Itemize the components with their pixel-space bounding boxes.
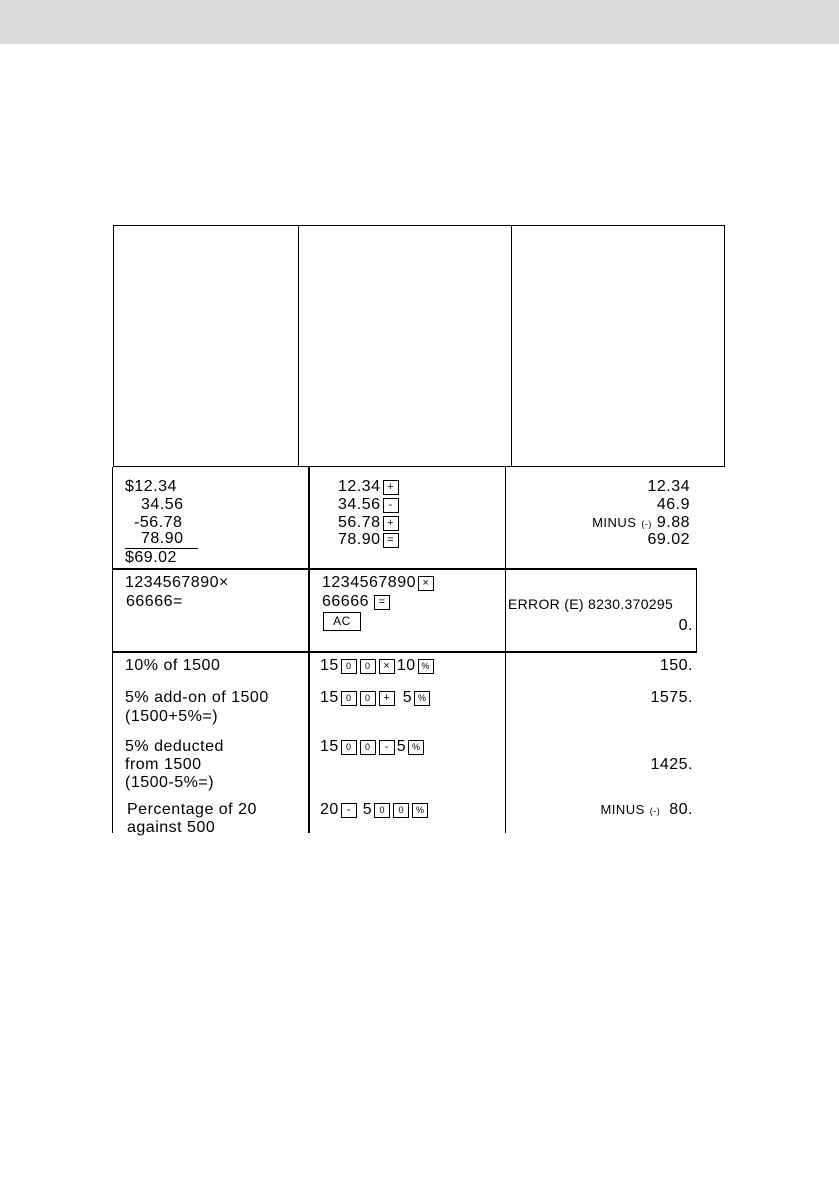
top-bar [0, 0, 839, 44]
minus-indicator: MINUS [592, 515, 637, 530]
minus-sign: (-) [641, 519, 652, 529]
equals-key[interactable]: = [383, 533, 399, 548]
entry-number: 5 [362, 801, 373, 818]
entry-number: 78.90 [338, 531, 381, 548]
example-line: against 500 [127, 819, 216, 836]
minus-key[interactable]: - [383, 498, 399, 513]
display-value: 0. [678, 617, 693, 634]
zero-key[interactable]: 0 [341, 740, 357, 755]
example-line: -56.78 [134, 514, 183, 531]
row-separator-2 [112, 651, 697, 653]
display-value: 9.88 [656, 514, 690, 531]
display-value: 1575. [650, 689, 693, 706]
entry-number: 15 [320, 738, 339, 755]
display-value: 12.34 [647, 478, 690, 495]
example-line: $12.34 [125, 478, 177, 495]
minus-sign: (-) [649, 806, 661, 816]
plus-key[interactable]: + [383, 480, 399, 495]
header-cell-display [511, 226, 724, 466]
key-sequence [338, 514, 400, 532]
zero-key[interactable]: 0 [360, 691, 376, 706]
example-total: $69.02 [125, 549, 177, 566]
minus-key[interactable]: - [379, 740, 395, 755]
plus-key[interactable]: + [379, 691, 395, 706]
equals-key[interactable]: = [374, 595, 390, 610]
example-line: 1234567890× [125, 574, 229, 591]
example-line: 78.90 [141, 530, 184, 547]
example-line: (1500+5%=) [125, 708, 219, 725]
table-divider-2 [505, 467, 506, 833]
percent-key[interactable]: % [412, 803, 428, 818]
zero-key[interactable]: 0 [360, 740, 376, 755]
table-divider-1 [308, 467, 310, 833]
plus-key[interactable]: + [383, 516, 399, 531]
error-display: ERROR (E) 8230.370295 [508, 596, 674, 612]
percent-key[interactable]: % [418, 659, 434, 674]
example-line: from 1500 [125, 756, 202, 773]
key-sequence [320, 738, 425, 756]
header-table [113, 225, 725, 467]
zero-key[interactable]: 0 [341, 691, 357, 706]
zero-key[interactable]: 0 [374, 803, 390, 818]
entry-number: 5 [402, 689, 413, 706]
minus-key[interactable]: - [341, 803, 357, 818]
example-line: 34.56 [141, 496, 184, 513]
key-sequence [322, 574, 435, 592]
example-line: Percentage of 20 [127, 801, 257, 818]
key-sequence [320, 689, 431, 707]
key-sequence [338, 478, 400, 496]
header-cell-operation [298, 226, 511, 466]
display-value: 69.02 [647, 531, 690, 548]
entry-number: 34.56 [338, 496, 381, 513]
multiply-key[interactable]: × [418, 576, 434, 591]
percent-key[interactable]: % [414, 691, 430, 706]
entry-number: 5 [396, 738, 407, 755]
entry-number: 15 [320, 689, 339, 706]
zero-key[interactable]: 0 [393, 803, 409, 818]
header-cell-example [114, 226, 298, 466]
percent-key[interactable]: % [408, 740, 424, 755]
example-line: 66666= [126, 593, 183, 610]
key-sequence [320, 801, 429, 819]
display-value: 80. [669, 801, 693, 818]
table-right-border [696, 569, 697, 653]
example-line: (1500-5%=) [125, 774, 215, 791]
key-sequence [320, 657, 435, 675]
example-line: 10% of 1500 [125, 657, 221, 674]
zero-key[interactable]: 0 [341, 659, 357, 674]
entry-number: 20 [320, 801, 339, 818]
entry-number: 56.78 [338, 514, 381, 531]
entry-number: 10 [396, 657, 416, 674]
example-line: 5% deducted [125, 738, 224, 755]
row-separator-1 [112, 568, 697, 570]
entry-number: 66666 [322, 593, 369, 610]
display-value: 1425. [650, 756, 693, 773]
entry-number: 15 [320, 657, 339, 674]
key-sequence [322, 612, 362, 631]
display-minus-value [600, 801, 693, 820]
example-line: 5% add-on of 1500 [125, 689, 269, 706]
all-clear-key[interactable]: AC [323, 612, 361, 631]
entry-number: 12.34 [338, 478, 381, 495]
key-sequence [338, 496, 400, 514]
multiply-key[interactable]: × [379, 659, 395, 674]
key-sequence [338, 531, 400, 549]
display-value: 46.9 [656, 496, 690, 513]
display-value: 150. [659, 657, 693, 674]
zero-key[interactable]: 0 [360, 659, 376, 674]
table-left-border [112, 467, 113, 833]
entry-number: 1234567890 [322, 574, 416, 591]
minus-indicator: MINUS [600, 802, 645, 817]
key-sequence [322, 593, 391, 611]
